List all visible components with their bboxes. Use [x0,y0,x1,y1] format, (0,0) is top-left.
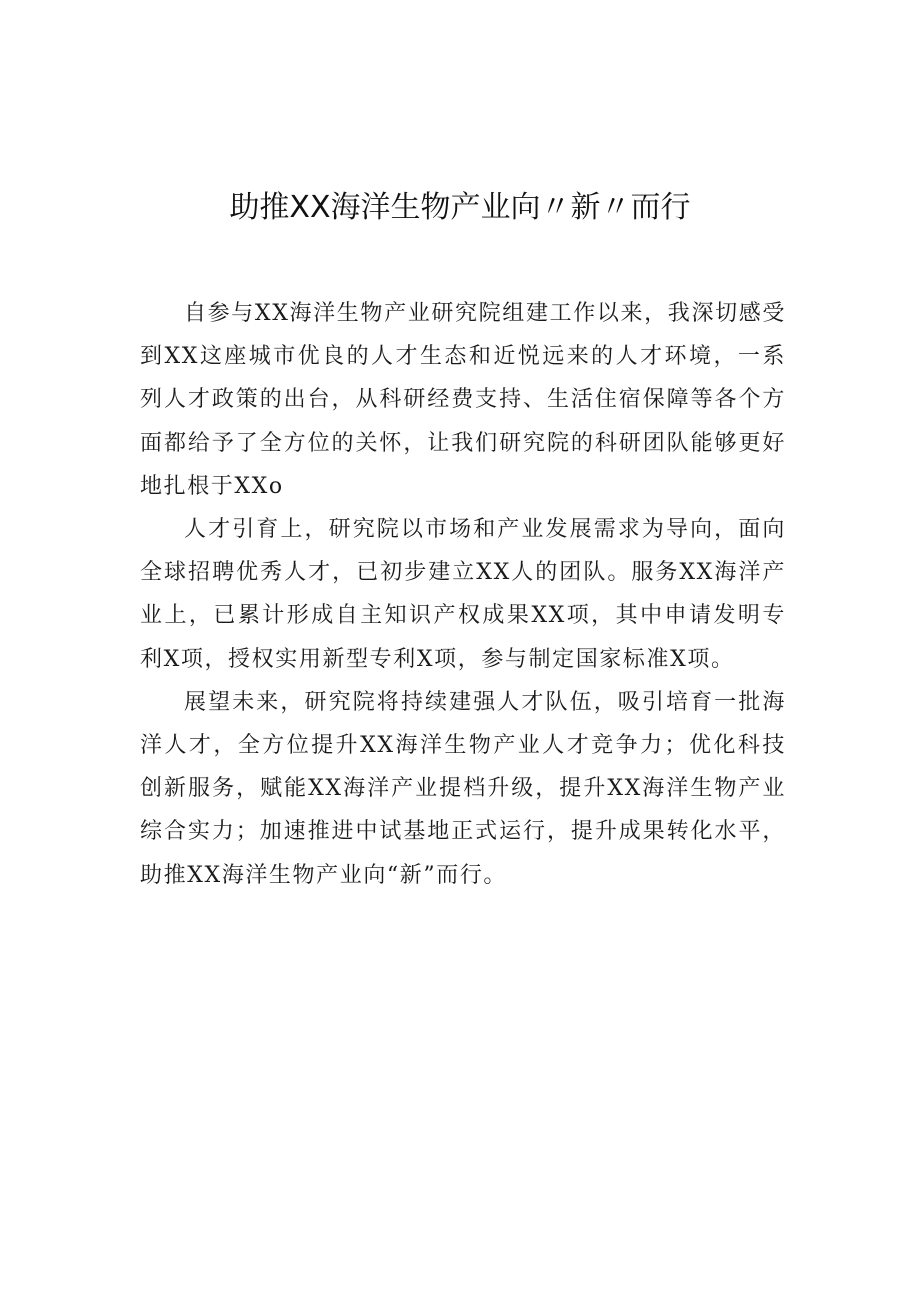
document-title: 助推XX海洋生物产业向〃新〃而行 [229,190,691,225]
paragraph-3: 展望未来，研究院将持续建强人才队伍，吸引培育一批海洋人才，全方位提升XX海洋生物产业人才竞争力；优化科技创新服务，赋能XX海洋产业提档升级，提升XX海洋生物产业综合实力；加速推进中试基地正式运行，提升成果转化水平，助推XX海洋生物产业向“新”而行。 [140,689,786,888]
paragraph-2: 人才引育上，研究院以市场和产业发展需求为导向，面向全球招聘优秀人才，已初步建立XX人的团队。服务XX海洋产业上，已累计形成自主知识产权成果XX项，其中申请发明专利X项，授权实用新型专利X项，参与制定国家标准X项。 [140,517,786,672]
paragraph-1: 自参与XX海洋生物产业研究院组建工作以来，我深切感受到XX这座城市优良的人才生态和近悦远来的人才环境，一系列人才政策的出台，从科研经费支持、生活住宿保障等各个方面都给予了全方位的关怀，让我们研究院的科研团队能够更好地扎根于XXo [140,301,786,499]
document-body [140,292,786,897]
